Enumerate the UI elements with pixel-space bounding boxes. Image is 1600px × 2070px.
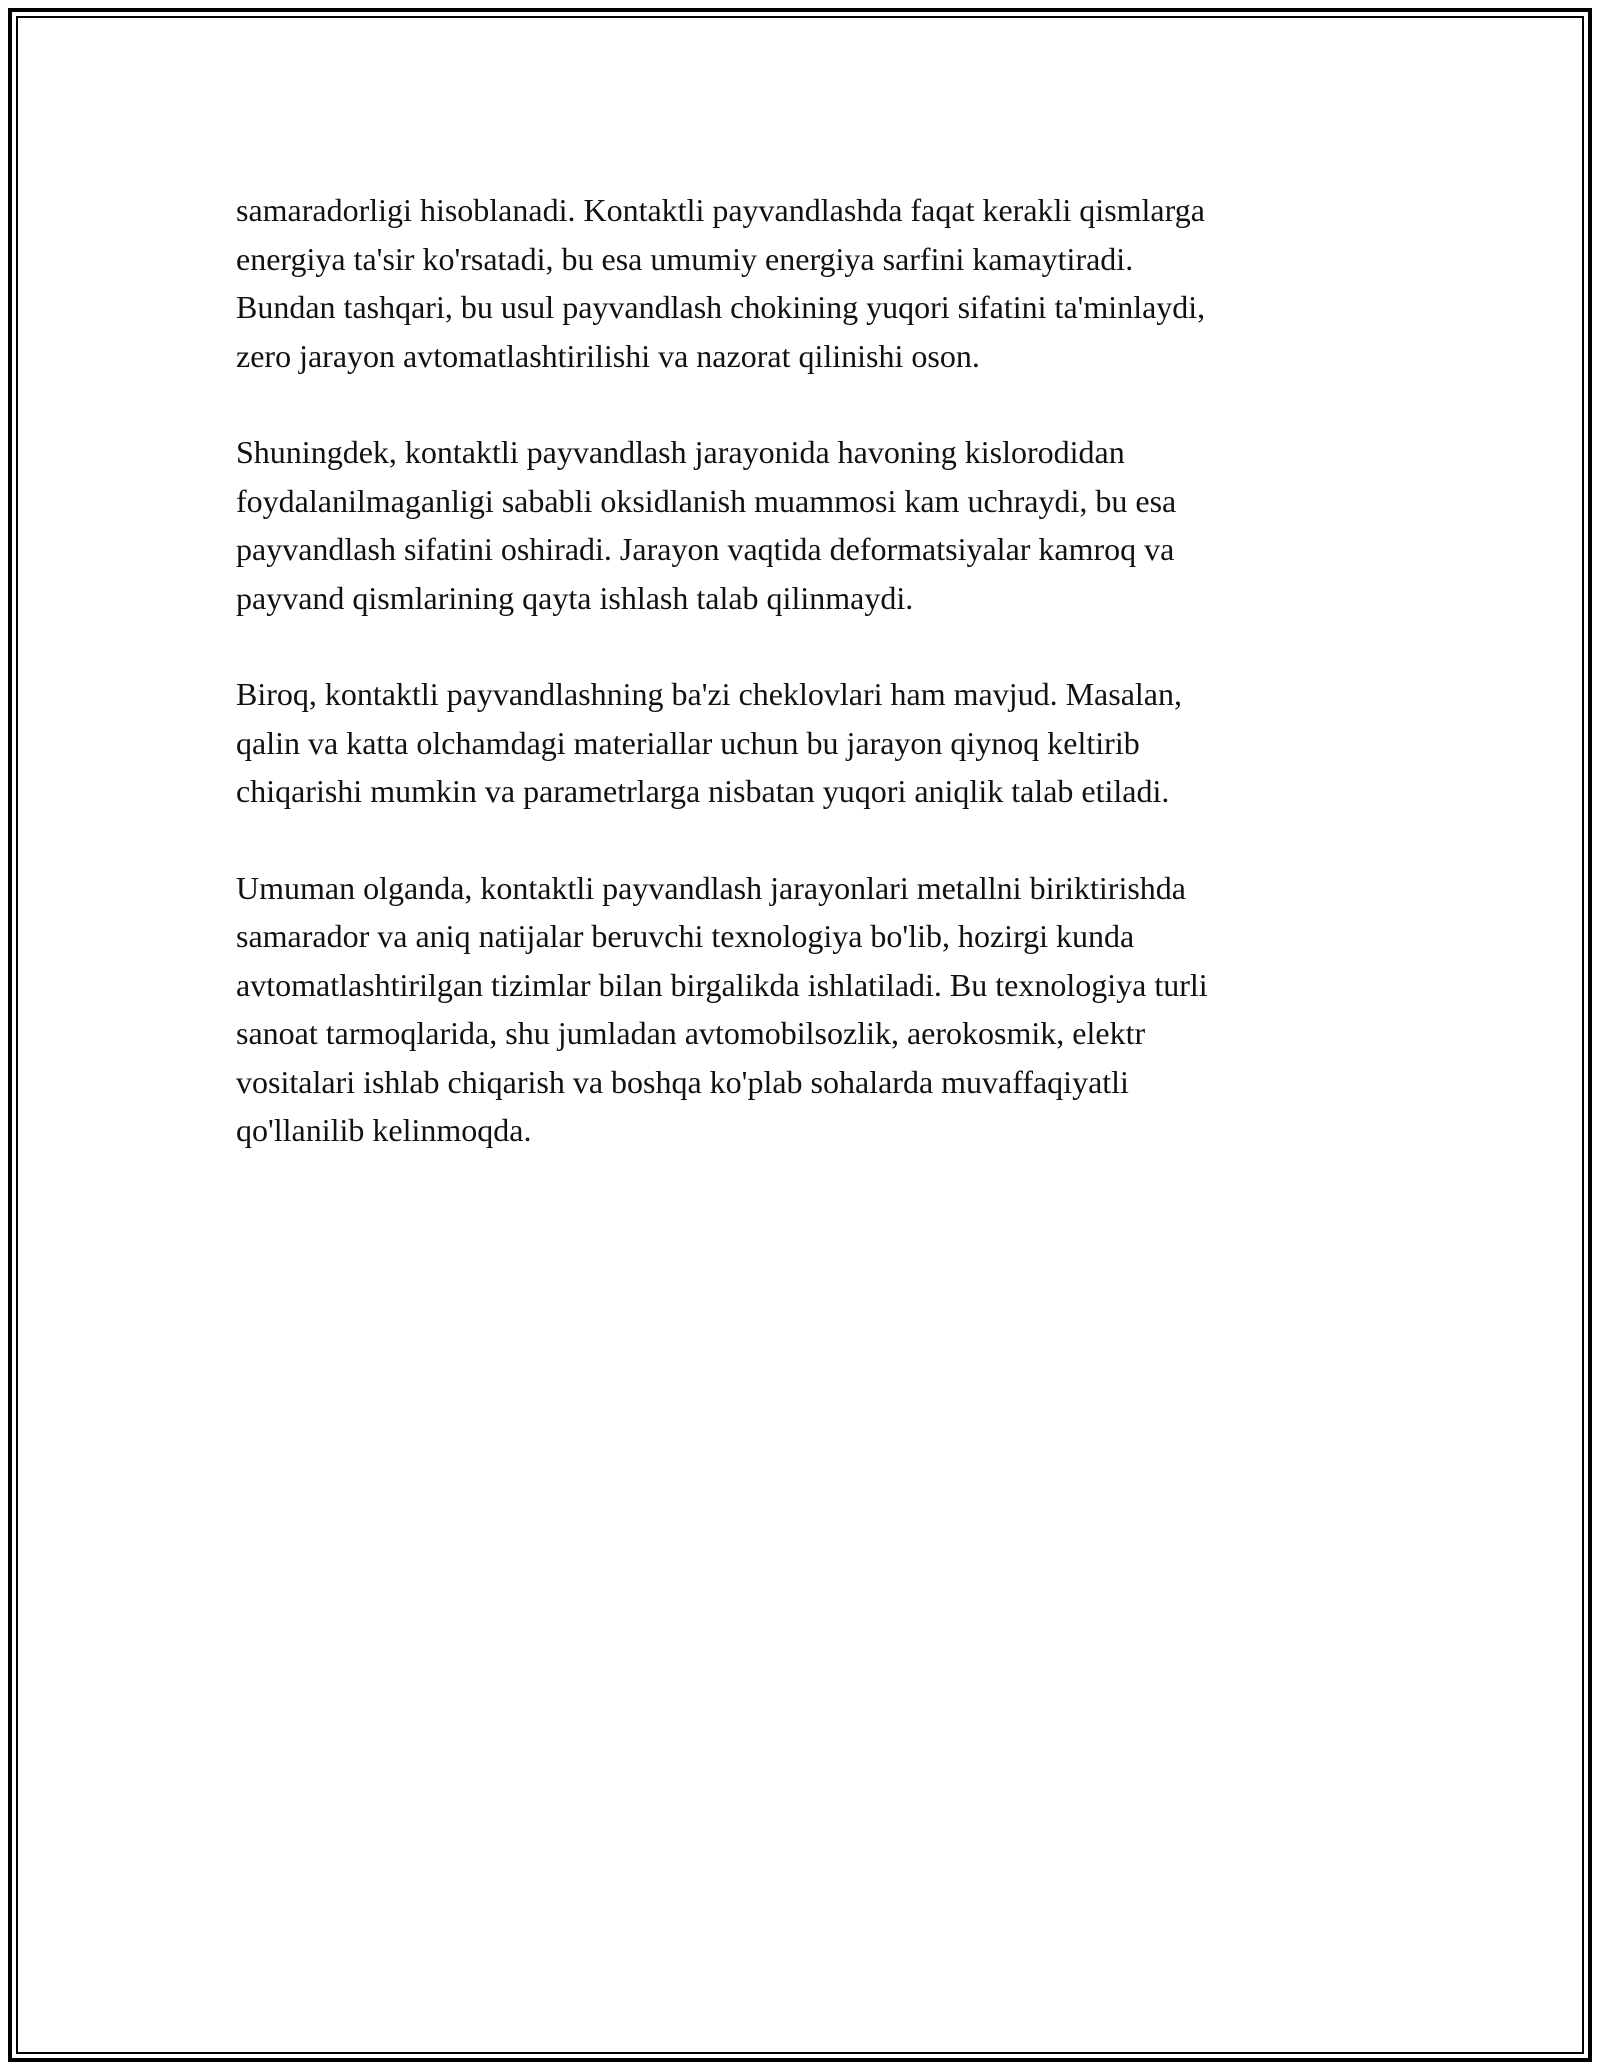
text-line: Umuman olganda, kontaktli payvandlash jarayonlari metallni biriktirishda: [236, 869, 1186, 906]
paragraph-4: [236, 864, 1376, 1155]
text-line: zero jarayon avtomatlashtirilishi va nazorat qilinishi oson.: [236, 337, 980, 374]
text-line: payvand qismlarining qayta ishlash talab qilinmaydi.: [236, 579, 914, 616]
document-body: [236, 186, 1376, 1203]
text-line: foydalanilmaganligi sababli oksidlanish muammosi kam uchraydi, bu esa: [236, 482, 1177, 519]
paragraph-1: [236, 186, 1376, 380]
text-line: samarador va aniq natijalar beruvchi texnologiya bo'lib, hozirgi kunda: [236, 918, 1135, 954]
paragraph-3: [236, 670, 1376, 816]
text-line: vositalari ishlab chiqarish va boshqa ko'plab sohalarda muvaffaqiyatli: [236, 1063, 1129, 1100]
paragraph-2: [236, 428, 1376, 622]
text-line: Biroq, kontaktli payvandlashning ba'zi cheklovlari ham mavjud. Masalan,: [236, 676, 1182, 712]
text-line: Bundan tashqari, bu usul payvandlash chokining yuqori sifatini ta'minlaydi,: [236, 289, 1206, 325]
text-line: qo'llanilib kelinmoqda.: [236, 1112, 532, 1148]
text-line: payvandlash sifatini oshiradi. Jarayon vaqtida deformatsiyalar kamroq va: [236, 531, 1175, 567]
text-line: avtomatlashtirilgan tizimlar bilan birgalikda ishlatiladi. Bu texnologiya turli: [236, 966, 1208, 1003]
text-line: qalin va katta olchamdagi materiallar uchun bu jarayon qiynoq keltirib: [236, 724, 1140, 761]
text-line: Shuningdek, kontaktli payvandlash jarayonida havoning kislorodidan: [236, 434, 1125, 470]
text-line: energiya ta'sir ko'rsatadi, bu esa umumiy energiya sarfini kamaytiradi.: [236, 240, 1134, 277]
text-line: samaradorligi hisoblanadi. Kontaktli payvandlashda faqat kerakli qismlarga: [236, 192, 1205, 228]
text-line: sanoat tarmoqlarida, shu jumladan avtomobilsozlik, aerokosmik, elektr: [236, 1015, 1146, 1051]
text-line: chiqarishi mumkin va parametrlarga nisbatan yuqori aniqlik talab etiladi.: [236, 773, 1170, 809]
